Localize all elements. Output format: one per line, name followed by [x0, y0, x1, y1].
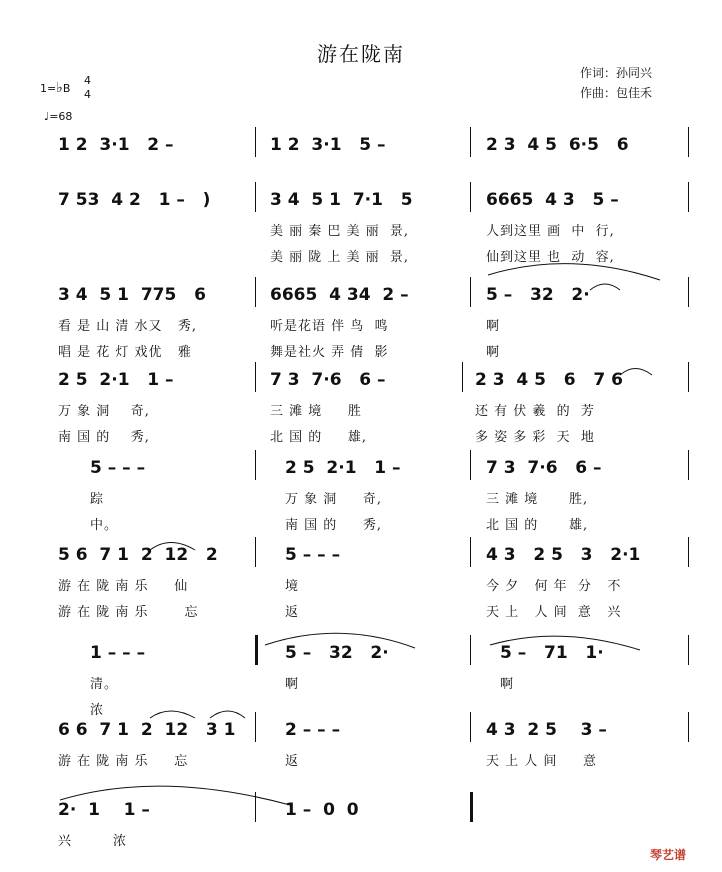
- lyric-segment: 三 滩 境 胜: [270, 404, 362, 419]
- measure-notes: 6 6 7 1 2 12 3 1: [58, 720, 236, 740]
- lyric-line: [0, 400, 722, 420]
- bar-line: [688, 362, 689, 392]
- lyric-segment: 啊: [500, 677, 515, 692]
- lyric-segment: 舞是社火 弄 倩 影: [270, 345, 389, 360]
- bar-line: [462, 362, 463, 392]
- lyric-line: [0, 750, 722, 770]
- measure-notes: 1 2 3·1 2 –: [58, 135, 174, 155]
- time-signature-bottom: 4: [84, 88, 91, 101]
- bar-line: [470, 712, 471, 742]
- lyric-line: [0, 488, 722, 508]
- lyric-segment: 听是花语 伴 鸟 鸣: [270, 319, 389, 334]
- measure-notes: 7 53 4 2 1 – ): [58, 190, 211, 210]
- measure-notes: 4 3 2 5 3 2·1: [486, 545, 641, 565]
- bar-line: [470, 127, 471, 157]
- composer-credit: 作曲：包佳禾: [580, 86, 653, 100]
- lyric-segment: 天 上 人 间 意: [486, 754, 598, 769]
- time-signature-top: 4: [84, 74, 91, 87]
- measure-notes: 3 4 5 1 7·1 5: [270, 190, 413, 210]
- lyric-segment: 南 国 的 秀,: [58, 430, 150, 445]
- measure-notes: 1 – 0 0: [285, 800, 359, 820]
- bar-line: [470, 277, 471, 307]
- lyric-segment: 北 国 的 雄,: [270, 430, 368, 445]
- lyric-segment: 看 是 山 清 水又 秀,: [58, 319, 198, 334]
- bar-line: [470, 182, 471, 212]
- lyric-segment: 浓: [90, 703, 105, 718]
- bar-line: [255, 712, 256, 742]
- quarter-note-icon: ♩: [44, 110, 50, 123]
- notes-line: [0, 190, 722, 212]
- lyric-segment: 啊: [486, 319, 501, 334]
- lyric-segment: 返: [285, 754, 300, 769]
- measure-notes: 4 3 2 5 3 –: [486, 720, 607, 740]
- lyric-segment: 北 国 的 雄,: [486, 518, 589, 533]
- measure-notes: 7 3 7·6 6 –: [270, 370, 386, 390]
- lyric-segment: 万 象 洞 奇,: [58, 404, 150, 419]
- bar-line: [255, 277, 256, 307]
- lyric-line: [0, 220, 722, 240]
- lyric-segment: 返: [285, 605, 300, 620]
- measure-notes: 5 6 7 1 2 12 2: [58, 545, 218, 565]
- measure-notes: 5 – – –: [90, 458, 146, 478]
- lyric-line: [0, 514, 722, 534]
- measure-notes: 2 3 4 5 6 7 6: [475, 370, 623, 390]
- measure-notes: 5 – 71 1·: [500, 643, 604, 663]
- lyric-segment: 兴 浓: [58, 834, 128, 849]
- lyric-segment: 人到这里 画 中 行,: [486, 224, 615, 239]
- lyric-segment: 游 在 陇 南 乐 仙: [58, 579, 189, 594]
- lyric-line: [0, 673, 722, 693]
- bar-line: [688, 182, 689, 212]
- measure-notes: 5 – – –: [285, 545, 341, 565]
- lyric-segment: 三 滩 境 胜,: [486, 492, 589, 507]
- bar-line: [255, 362, 256, 392]
- lyric-segment: 美 丽 秦 巴 美 丽 景,: [270, 224, 410, 239]
- tempo-marking: [44, 110, 72, 123]
- measure-notes: 1 2 3·1 5 –: [270, 135, 386, 155]
- measure-notes: 1 – – –: [90, 643, 146, 663]
- lyric-segment: 仙到这里 也 动 容,: [486, 250, 615, 265]
- lyric-segment: 啊: [285, 677, 300, 692]
- bar-line: [688, 712, 689, 742]
- bar-line: [255, 635, 258, 665]
- lyric-line: [0, 830, 722, 850]
- measure-notes: 2 5 2·1 1 –: [285, 458, 401, 478]
- lyric-line: [0, 341, 722, 361]
- measure-notes: 6665 4 34 2 –: [270, 285, 409, 305]
- notes-line: [0, 720, 722, 742]
- key-prefix: 1=: [40, 82, 57, 95]
- lyric-line: [0, 601, 722, 621]
- lyric-segment: 踪: [90, 492, 105, 507]
- lyric-segment: 清。: [90, 677, 119, 692]
- lyric-segment: 游 在 陇 南 乐 忘: [58, 605, 199, 620]
- bar-line: [688, 127, 689, 157]
- flat-icon: ♭: [56, 80, 63, 96]
- lyric-line: [0, 575, 722, 595]
- key-signature: [40, 74, 91, 101]
- bar-line: [255, 792, 256, 822]
- notes-line: [0, 458, 722, 480]
- notes-line: [0, 285, 722, 307]
- lyric-segment: 啊: [486, 345, 501, 360]
- notes-line: [0, 135, 722, 157]
- lyric-segment: 南 国 的 秀,: [285, 518, 383, 533]
- lyricist-credit: 作词：孙同兴: [580, 66, 653, 80]
- lyric-line: [0, 426, 722, 446]
- notes-line: [0, 370, 722, 392]
- lyric-segment: 天 上 人 间 意 兴: [486, 605, 622, 620]
- measure-notes: 3 4 5 1 775 6: [58, 285, 206, 305]
- lyric-segment: 美 丽 陇 上 美 丽 景,: [270, 250, 410, 265]
- tempo-value: =68: [49, 110, 73, 123]
- lyric-segment: 境: [285, 579, 300, 594]
- notes-line: [0, 545, 722, 567]
- bar-line: [255, 537, 256, 567]
- watermark-logo: 琴艺谱: [650, 848, 687, 862]
- bar-line: [255, 450, 256, 480]
- lyric-segment: 多 姿 多 彩 天 地: [475, 430, 595, 445]
- lyric-segment: 今 夕 何 年 分 不: [486, 579, 622, 594]
- lyric-segment: 唱 是 花 灯 戏优 雅: [58, 345, 192, 360]
- bar-line: [688, 277, 689, 307]
- notes-line: [0, 800, 722, 822]
- measure-notes: 2 – – –: [285, 720, 341, 740]
- measure-notes: 7 3 7·6 6 –: [486, 458, 602, 478]
- measure-notes: 2· 1 1 –: [58, 800, 150, 820]
- notes-line: [0, 643, 722, 665]
- measure-notes: 6665 4 3 5 –: [486, 190, 619, 210]
- bar-line: [688, 450, 689, 480]
- lyric-segment: 游 在 陇 南 乐 忘: [58, 754, 189, 769]
- bar-line: [255, 182, 256, 212]
- bar-line: [470, 450, 471, 480]
- lyric-segment: 还 有 伏 羲 的 芳: [475, 404, 595, 419]
- lyric-segment: 万 象 洞 奇,: [285, 492, 383, 507]
- bar-line: [688, 635, 689, 665]
- key-note: B: [62, 82, 71, 95]
- bar-line: [470, 635, 471, 665]
- song-title: 游在陇南: [317, 42, 405, 66]
- bar-line: [470, 792, 473, 822]
- bar-line: [255, 127, 256, 157]
- measure-notes: 5 – 32 2·: [285, 643, 389, 663]
- bar-line: [688, 537, 689, 567]
- lyric-segment: 中。: [90, 518, 119, 533]
- measure-notes: 2 5 2·1 1 –: [58, 370, 174, 390]
- measure-notes: 5 – 32 2·: [486, 285, 590, 305]
- measure-notes: 2 3 4 5 6·5 6: [486, 135, 629, 155]
- bar-line: [470, 537, 471, 567]
- lyric-line: [0, 246, 722, 266]
- lyric-line: [0, 699, 722, 719]
- lyric-line: [0, 315, 722, 335]
